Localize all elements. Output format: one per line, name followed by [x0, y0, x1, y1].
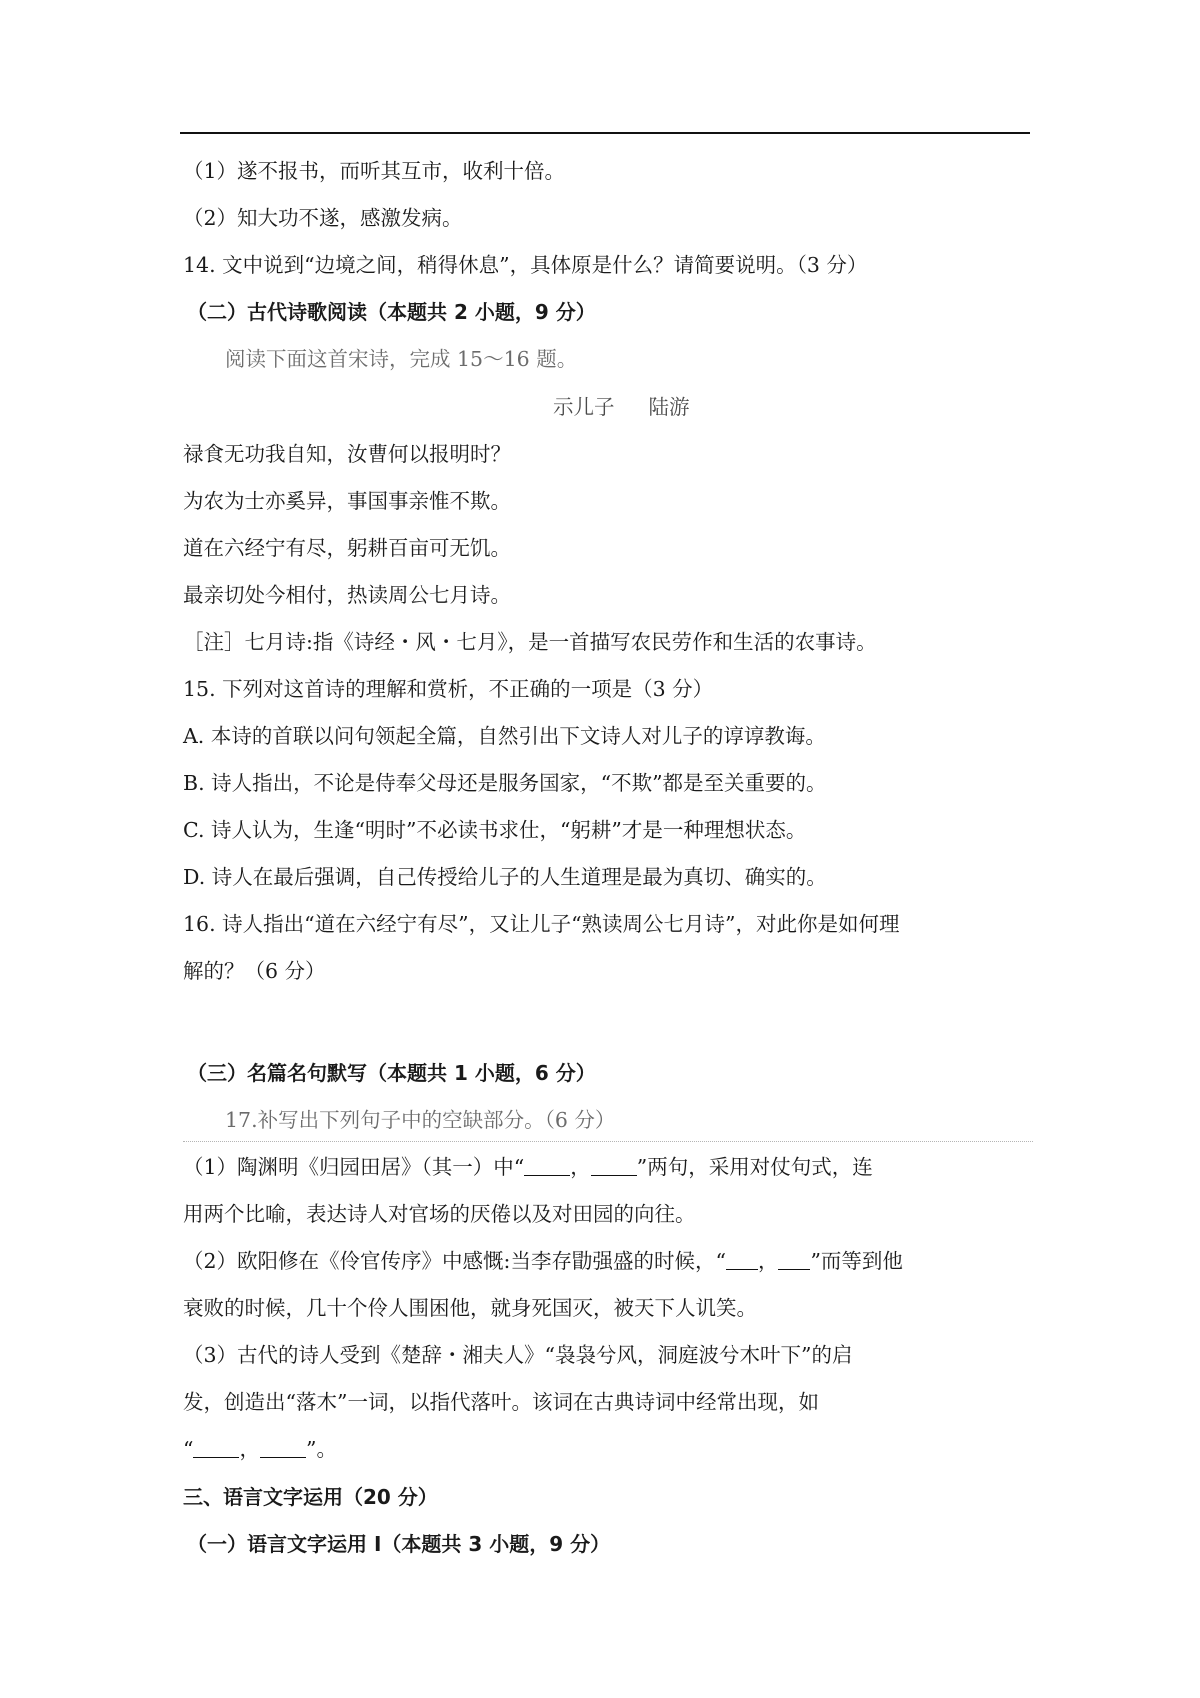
- q13-item-2: （2）知大功不遂，感激发病。: [183, 206, 463, 230]
- q17-item-2-line-1: [183, 1246, 903, 1276]
- q17-1-separator: ，: [570, 1155, 591, 1179]
- q17-3-separator: ，: [239, 1437, 260, 1461]
- answer-blank: [726, 1249, 758, 1270]
- question-15: 15. 下列对这首诗的理解和赏析，不正确的一项是（3 分）: [183, 677, 714, 701]
- part-3-heading: 三、语言文字运用（20 分）: [183, 1485, 438, 1509]
- answer-blank: [778, 1249, 810, 1270]
- q17-1-text-before: （1）陶渊明《归园田居》（其一）中“: [183, 1155, 525, 1179]
- header-rule: [180, 132, 1030, 134]
- section-3-heading: （三）名篇名句默写（本题共 1 小题，6 分）: [187, 1061, 596, 1085]
- q17-2-text-after: ”而等到他: [810, 1249, 903, 1273]
- question-14: 14. 文中说到“边境之间，稍得休息”，具体原是什么？请简要说明。（3 分）: [183, 253, 868, 277]
- q17-2-text-before: （2）欧阳修在《伶官传序》中感慨:当李存勖强盛的时候，“: [183, 1249, 726, 1273]
- question-17: 17.补写出下列句子中的空缺部分。（6 分）: [225, 1108, 616, 1132]
- answer-blank: [524, 1155, 570, 1176]
- question-16-line-2: 解的？（6 分）: [183, 959, 326, 983]
- poem-line-4: 最亲切处今相付，热读周公七月诗。: [183, 583, 511, 607]
- poem-line-2: 为农为士亦奚异，事国事亲惟不欺。: [183, 489, 511, 513]
- poem-line-3: 道在六经宁有尽，躬耕百亩可无饥。: [183, 536, 511, 560]
- q15-option-c: C. 诗人认为，生逢“明时”不必读书求仕，“躬耕”才是一种理想状态。: [183, 818, 807, 842]
- dotted-separator: [183, 1141, 1033, 1142]
- section-2-heading: （二）古代诗歌阅读（本题共 2 小题，9 分）: [187, 300, 596, 324]
- part-3-subheading: （一）语言文字运用 I（本题共 3 小题，9 分）: [187, 1532, 611, 1556]
- q17-3-open-quote: “: [183, 1437, 194, 1461]
- q15-option-d: D. 诗人在最后强调，自己传授给儿子的人生道理是最为真切、确实的。: [183, 865, 827, 889]
- q17-item-2-line-2: 衰败的时候，几十个伶人围困他，就身死国灭，被天下人讥笑。: [183, 1296, 757, 1320]
- q17-3-close-quote: ”。: [305, 1437, 337, 1461]
- poem-line-1: 禄食无功我自知，汝曹何以报明时？: [183, 442, 511, 466]
- q15-option-a: A. 本诗的首联以问句领起全篇，自然引出下文诗人对儿子的谆谆教诲。: [183, 724, 826, 748]
- answer-blank: [193, 1437, 239, 1458]
- poem-title: 示儿子: [553, 395, 615, 419]
- q17-2-separator: ，: [757, 1249, 779, 1273]
- section-2-instruction: 阅读下面这首宋诗，完成 15～16 题。: [225, 347, 578, 371]
- answer-blank: [260, 1437, 306, 1458]
- q17-item-3-line-1: （3）古代的诗人受到《楚辞・湘夫人》“袅袅兮风，洞庭波兮木叶下”的启: [183, 1343, 853, 1367]
- q17-1-text-after: ”两句，采用对仗句式，连: [636, 1155, 873, 1179]
- poem-note: ［注］七月诗:指《诗经・风・七月》，是一首描写农民劳作和生活的农事诗。: [183, 630, 877, 654]
- q15-option-b: B. 诗人指出，不论是侍奉父母还是服务国家，“不欺”都是至关重要的。: [183, 771, 827, 795]
- q13-item-1: （1）遂不报书，而听其互市，收利十倍。: [183, 159, 566, 183]
- q17-item-3-line-2: 发，创造出“落木”一词，以指代落叶。该词在古典诗词中经常出现，如: [183, 1390, 819, 1414]
- q17-item-3-line-3: [183, 1434, 337, 1464]
- answer-blank: [591, 1155, 637, 1176]
- poem-title-line: [553, 392, 690, 422]
- q17-item-1-line-2: 用两个比喻，表达诗人对官场的厌倦以及对田园的向往。: [183, 1202, 696, 1226]
- poem-author: 陆游: [648, 395, 690, 419]
- question-16-line-1: 16. 诗人指出“道在六经宁有尽”，又让儿子“熟读周公七月诗”，对此你是如何理: [183, 912, 900, 936]
- q17-item-1-line-1: [183, 1152, 873, 1182]
